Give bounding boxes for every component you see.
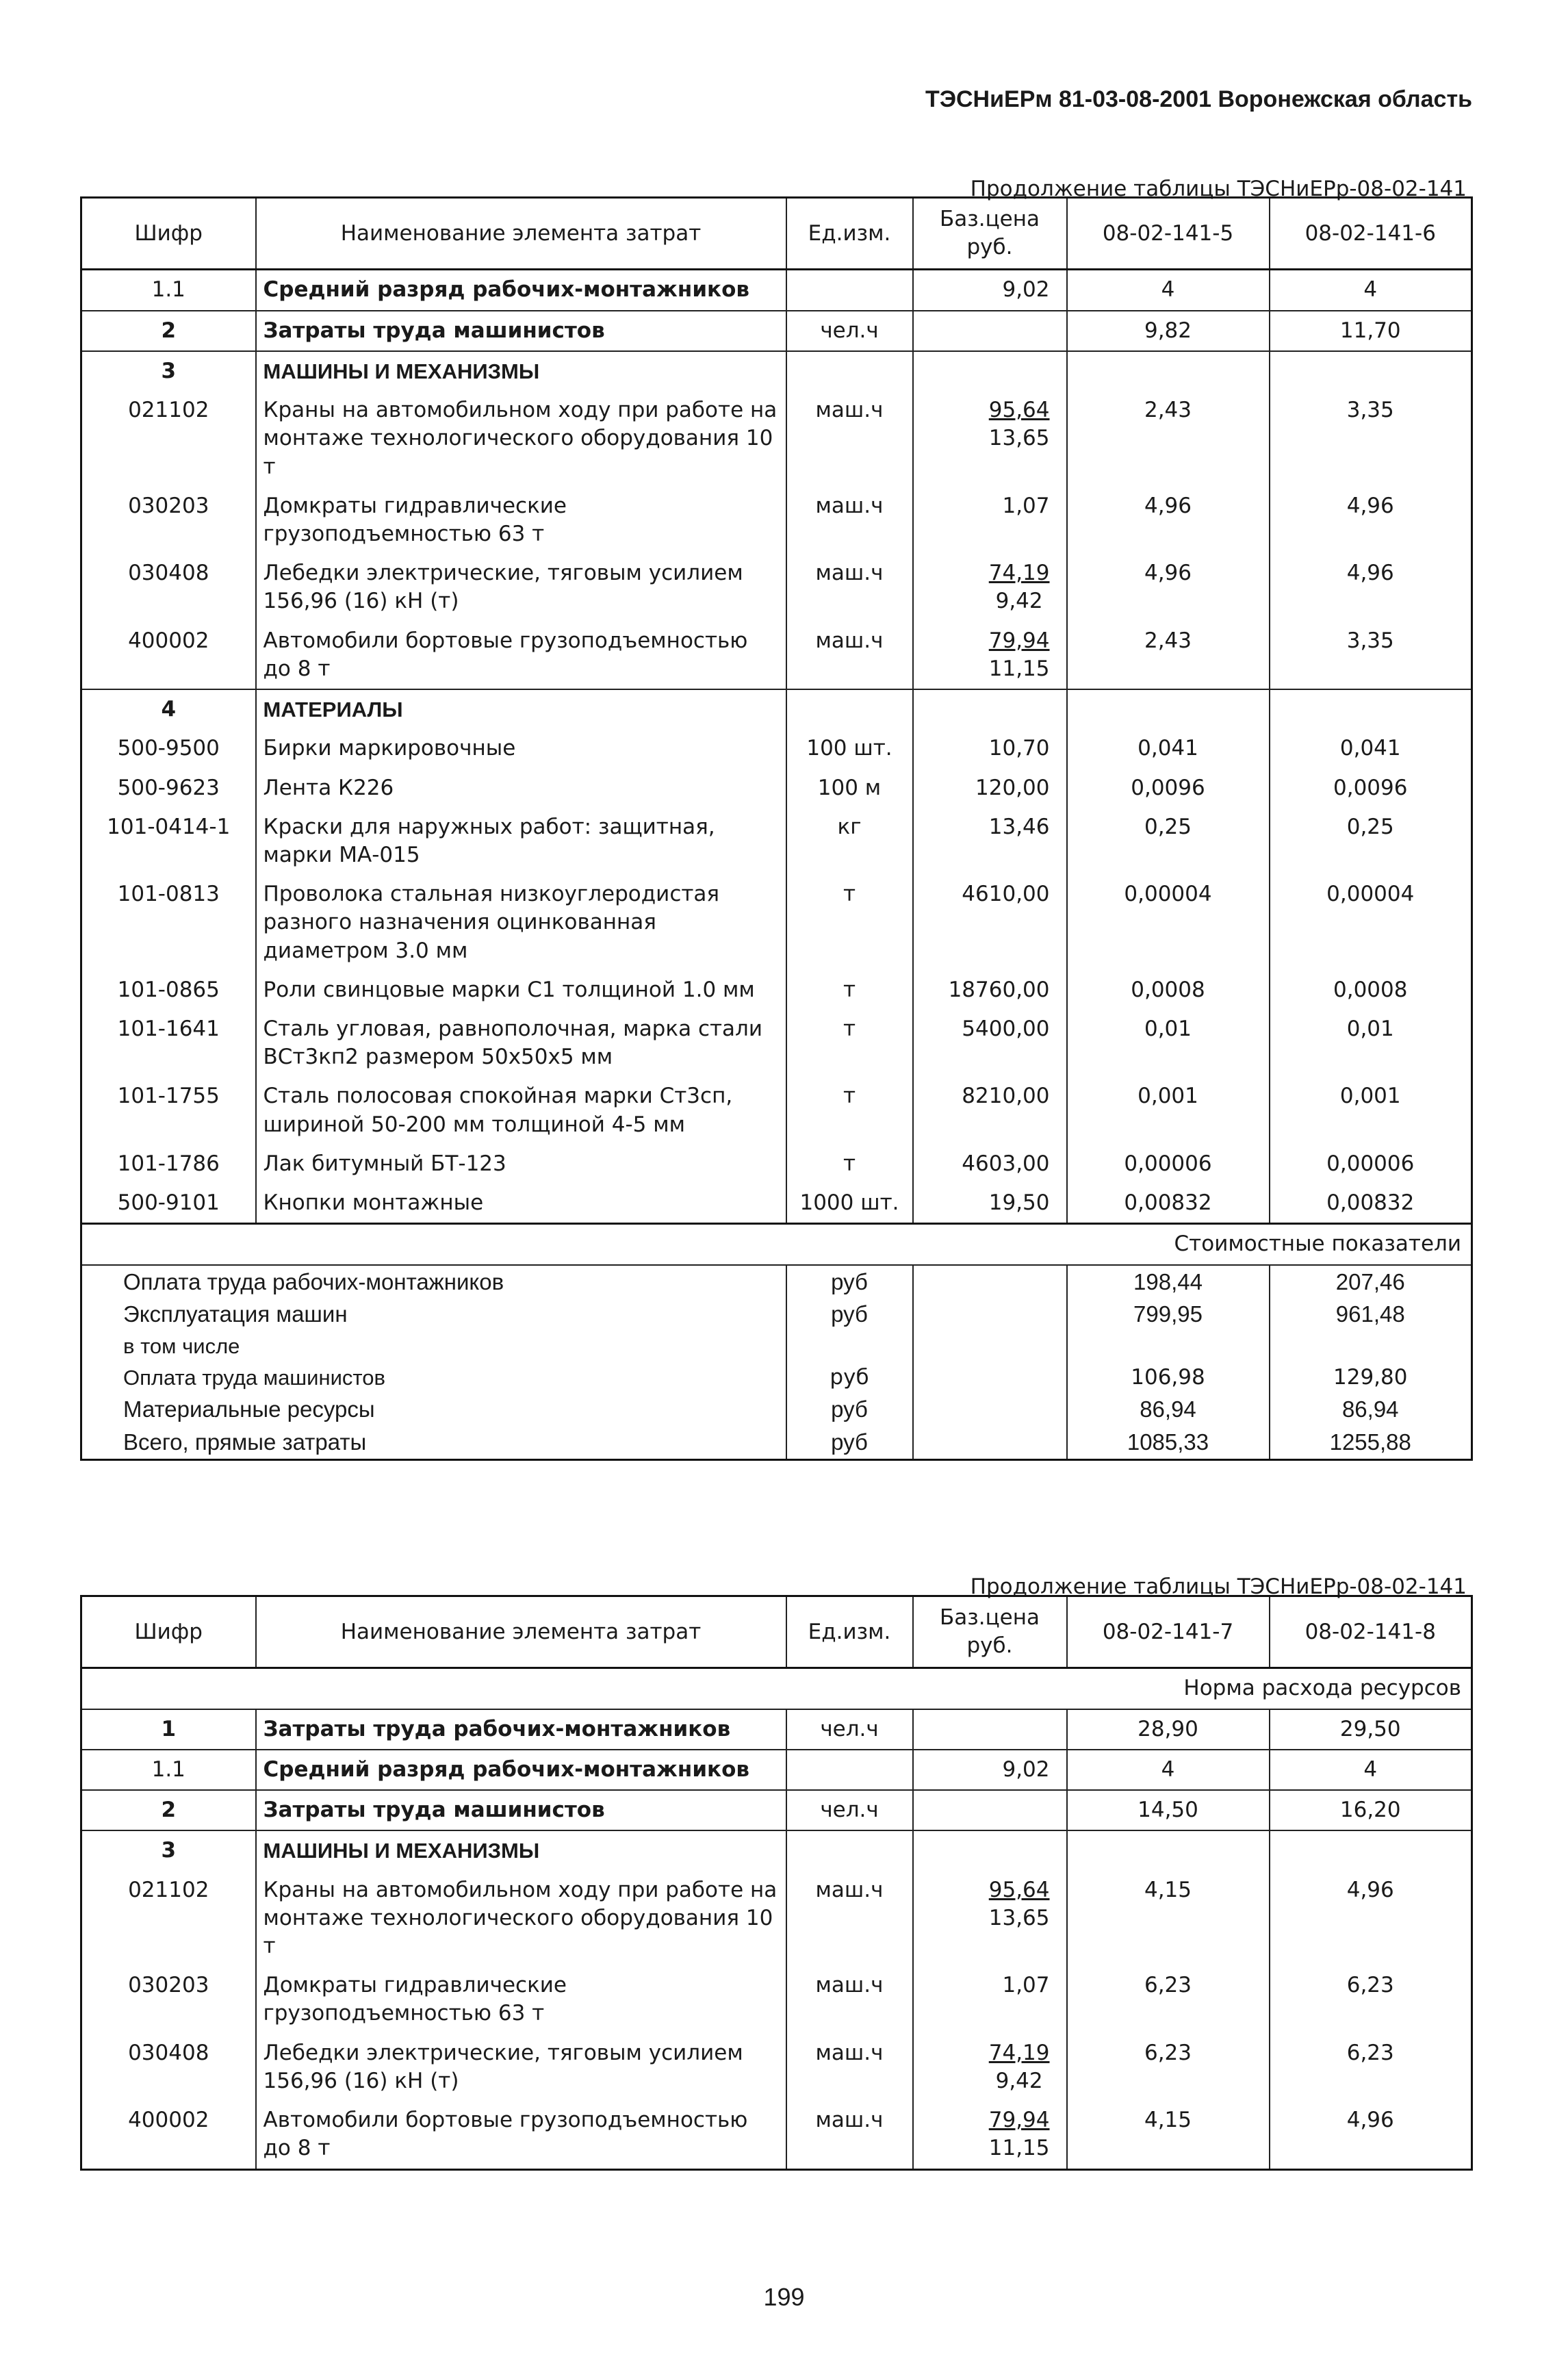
table-row xyxy=(81,689,1472,729)
cell-value-2: 6,23 xyxy=(1270,1966,1472,2033)
summary-price-empty xyxy=(913,1362,1067,1393)
cell-unit: 100 шт. xyxy=(786,729,913,768)
table-row xyxy=(81,487,1472,554)
summary-value-2: 86,94 xyxy=(1270,1393,1472,1426)
summary-unit: руб xyxy=(786,1265,913,1299)
cell-unit: маш.ч xyxy=(786,2034,913,2101)
cell-price xyxy=(913,808,1067,875)
price-wage: 9,42 xyxy=(995,589,1043,614)
cell-name: Домкраты гидравлические грузоподъемностью 63 т xyxy=(256,487,786,554)
cell-price xyxy=(913,729,1067,768)
summary-unit: руб xyxy=(786,1298,913,1331)
cell-unit: т xyxy=(786,1010,913,1077)
summary-price-empty xyxy=(913,1265,1067,1299)
price-value: 9,02 xyxy=(1002,1757,1050,1782)
cell-value-1: 0,25 xyxy=(1067,808,1270,875)
cell-unit: чел.ч xyxy=(786,1790,913,1830)
cell-price xyxy=(913,1966,1067,2033)
summary-row xyxy=(81,1362,1472,1393)
cell-unit: маш.ч xyxy=(786,1871,913,1967)
col-header-code: Шифр xyxy=(81,1596,256,1668)
cell-code: 101-0865 xyxy=(81,971,256,1010)
table-row xyxy=(81,391,1472,487)
cell-value-2: 0,00832 xyxy=(1270,1184,1472,1224)
price-value: 5400,00 xyxy=(962,1017,1050,1042)
col-header-unit: Ед.изм. xyxy=(786,1596,913,1668)
cell-unit: маш.ч xyxy=(786,391,913,487)
price-value: 13,46 xyxy=(988,814,1050,839)
cell-unit: маш.ч xyxy=(786,487,913,554)
summary-row xyxy=(81,1298,1472,1331)
price-value: 19,50 xyxy=(988,1190,1050,1216)
cell-value-1: 6,23 xyxy=(1067,1966,1270,2033)
cell-price xyxy=(913,769,1067,808)
cell-name: МАШИНЫ И МЕХАНИЗМЫ xyxy=(256,351,786,391)
cell-unit: 100 м xyxy=(786,769,913,808)
price-value: 18760,00 xyxy=(948,977,1050,1002)
cell-price xyxy=(913,391,1067,487)
cell-value-2 xyxy=(1270,689,1472,729)
cell-unit: маш.ч xyxy=(786,554,913,621)
table2-body xyxy=(81,1709,1472,2169)
cell-name: Бирки маркировочные xyxy=(256,729,786,768)
table-row xyxy=(81,769,1472,808)
cell-price xyxy=(913,2101,1067,2169)
table-row xyxy=(81,1709,1472,1750)
cell-value-1: 0,041 xyxy=(1067,729,1270,768)
table2-band-row xyxy=(81,1668,1472,1709)
cell-unit: 1000 шт. xyxy=(786,1184,913,1224)
summary-row xyxy=(81,1265,1472,1299)
price-value: 120,00 xyxy=(975,775,1050,800)
cell-code: 101-0813 xyxy=(81,875,256,971)
cell-name: Автомобили бортовые грузоподъемностью до 8 т xyxy=(256,622,786,689)
table-row xyxy=(81,875,1472,971)
cell-value-1: 6,23 xyxy=(1067,2034,1270,2101)
cell-name: МАШИНЫ И МЕХАНИЗМЫ xyxy=(256,1830,786,1870)
summary-value-1: 86,94 xyxy=(1067,1393,1270,1426)
cell-value-1: 0,01 xyxy=(1067,1010,1270,1077)
cell-name: Средний разряд рабочих-монтажников xyxy=(256,1750,786,1790)
cell-name: Затраты труда машинистов xyxy=(256,311,786,351)
price-value: 9,02 xyxy=(1002,277,1050,303)
cell-value-1: 4,96 xyxy=(1067,554,1270,621)
cell-unit xyxy=(786,689,913,729)
cell-price xyxy=(913,2034,1067,2101)
price-pair xyxy=(989,396,1050,452)
cell-value-2: 6,23 xyxy=(1270,2034,1472,2101)
cell-value-1: 0,00832 xyxy=(1067,1184,1270,1224)
cell-code: 101-1755 xyxy=(81,1077,256,1144)
table1-summary-body xyxy=(81,1265,1472,1459)
cell-value-2: 0,25 xyxy=(1270,808,1472,875)
price-value: 95,64 xyxy=(988,398,1050,423)
table-row xyxy=(81,311,1472,351)
band-label: Стоимостные показатели xyxy=(81,1224,1472,1265)
price-wage: 9,42 xyxy=(995,2068,1043,2093)
col-header-price: Баз.цена руб. xyxy=(913,1596,1067,1668)
summary-label: Оплата труда машинистов xyxy=(81,1362,786,1393)
cell-value-2: 0,01 xyxy=(1270,1010,1472,1077)
summary-value-2: 207,46 xyxy=(1270,1265,1472,1299)
col-header-v2: 08-02-141-8 xyxy=(1270,1596,1472,1668)
summary-value-2: 129,80 xyxy=(1270,1362,1472,1393)
cell-name: Средний разряд рабочих-монтажников xyxy=(256,270,786,311)
table-row xyxy=(81,351,1472,391)
cell-value-2: 0,041 xyxy=(1270,729,1472,768)
cell-name: Затраты труда рабочих-монтажников xyxy=(256,1709,786,1750)
cell-unit: маш.ч xyxy=(786,2101,913,2169)
cell-name: Краны на автомобильном ходу при работе на монтаже технологического оборудования 10 т xyxy=(256,1871,786,1967)
price-pair xyxy=(989,1876,1050,1932)
cell-value-2: 0,001 xyxy=(1270,1077,1472,1144)
price-value: 95,64 xyxy=(988,1877,1050,1902)
summary-price-empty xyxy=(913,1331,1067,1362)
table2-caption: Продолжение таблицы ТЭСНиЕРр-08-02-141 xyxy=(970,1574,1467,1599)
cell-value-2: 3,35 xyxy=(1270,622,1472,689)
cell-code: 1.1 xyxy=(81,1750,256,1790)
cell-price xyxy=(913,487,1067,554)
table-row xyxy=(81,270,1472,311)
table2-header-row xyxy=(81,1596,1472,1668)
cell-code: 3 xyxy=(81,351,256,391)
cell-value-2: 4,96 xyxy=(1270,487,1472,554)
price-pair xyxy=(989,559,1050,615)
cell-name: Кнопки монтажные xyxy=(256,1184,786,1224)
table-row xyxy=(81,1790,1472,1830)
summary-label: Материальные ресурсы xyxy=(81,1393,786,1426)
col-header-price: Баз.цена руб. xyxy=(913,198,1067,270)
cell-code: 400002 xyxy=(81,622,256,689)
cell-code: 4 xyxy=(81,689,256,729)
table1-band-row xyxy=(81,1224,1472,1265)
cell-name: Роли свинцовые марки С1 толщиной 1.0 мм xyxy=(256,971,786,1010)
cell-price xyxy=(913,875,1067,971)
cell-unit: кг xyxy=(786,808,913,875)
table1-summary xyxy=(81,1224,1472,1265)
cell-unit: т xyxy=(786,971,913,1010)
cell-value-1: 0,001 xyxy=(1067,1077,1270,1144)
cell-code: 3 xyxy=(81,1830,256,1870)
cell-value-2 xyxy=(1270,351,1472,391)
cell-value-1: 0,0008 xyxy=(1067,971,1270,1010)
cell-value-2: 0,00004 xyxy=(1270,875,1472,971)
cell-code: 500-9101 xyxy=(81,1184,256,1224)
cell-code: 101-0414-1 xyxy=(81,808,256,875)
summary-unit: руб xyxy=(786,1362,913,1393)
cell-code: 101-1786 xyxy=(81,1145,256,1184)
table-row xyxy=(81,1966,1472,2033)
price-value: 79,94 xyxy=(988,628,1050,653)
cell-value-1: 2,43 xyxy=(1067,391,1270,487)
summary-row xyxy=(81,1393,1472,1426)
cell-value-2: 4,96 xyxy=(1270,1871,1472,1967)
summary-value-2: 961,48 xyxy=(1270,1298,1472,1331)
cell-price xyxy=(913,351,1067,391)
cell-unit xyxy=(786,1750,913,1790)
summary-label: в том числе xyxy=(81,1331,786,1362)
table-row xyxy=(81,2034,1472,2101)
cell-name: МАТЕРИАЛЫ xyxy=(256,689,786,729)
document-header: ТЭСНиЕРм 81-03-08-2001 Воронежская область xyxy=(925,86,1472,112)
table-row xyxy=(81,1184,1472,1224)
cell-unit: т xyxy=(786,1145,913,1184)
summary-price-empty xyxy=(913,1393,1067,1426)
cell-value-2: 4,96 xyxy=(1270,554,1472,621)
col-header-name: Наименование элемента затрат xyxy=(256,198,786,270)
cell-value-2: 3,35 xyxy=(1270,391,1472,487)
price-value: 1,07 xyxy=(1002,1973,1050,1998)
price-pair xyxy=(989,2106,1050,2162)
cell-unit: маш.ч xyxy=(786,1966,913,2033)
summary-value-1: 198,44 xyxy=(1067,1265,1270,1299)
cell-price xyxy=(913,270,1067,311)
cell-name: Сталь полосовая спокойная марки Ст3сп, шириной 50-200 мм толщиной 4-5 мм xyxy=(256,1077,786,1144)
cell-code: 400002 xyxy=(81,2101,256,2169)
price-value: 8210,00 xyxy=(962,1084,1050,1109)
price-wage: 11,15 xyxy=(988,656,1050,681)
table-row xyxy=(81,1145,1472,1184)
col-header-v1: 08-02-141-5 xyxy=(1067,198,1270,270)
summary-unit xyxy=(786,1331,913,1362)
cell-code: 1.1 xyxy=(81,270,256,311)
cell-unit: чел.ч xyxy=(786,1709,913,1750)
col-header-code: Шифр xyxy=(81,198,256,270)
price-pair xyxy=(989,627,1050,683)
summary-label: Эксплуатация машин xyxy=(81,1298,786,1331)
table-row xyxy=(81,1830,1472,1870)
summary-unit: руб xyxy=(786,1426,913,1459)
cell-price xyxy=(913,554,1067,621)
cell-unit xyxy=(786,1830,913,1870)
cell-unit: т xyxy=(786,1077,913,1144)
cell-name: Краски для наружных работ: защитная, марки МА-015 xyxy=(256,808,786,875)
col-header-v2: 08-02-141-6 xyxy=(1270,198,1472,270)
cell-value-1: 0,00004 xyxy=(1067,875,1270,971)
col-header-unit: Ед.изм. xyxy=(786,198,913,270)
page-number: 199 xyxy=(763,2283,805,2311)
cell-value-2: 4 xyxy=(1270,1750,1472,1790)
cell-price xyxy=(913,1871,1067,1967)
summary-value-2: 1255,88 xyxy=(1270,1426,1472,1459)
cell-code: 2 xyxy=(81,311,256,351)
table1-caption: Продолжение таблицы ТЭСНиЕРр-08-02-141 xyxy=(970,177,1467,201)
cell-value-2: 4 xyxy=(1270,270,1472,311)
cell-value-1 xyxy=(1067,351,1270,391)
cell-code: 500-9500 xyxy=(81,729,256,768)
cell-value-1: 4,15 xyxy=(1067,2101,1270,2169)
table-row xyxy=(81,971,1472,1010)
cell-value-2: 0,0008 xyxy=(1270,971,1472,1010)
cell-code: 500-9623 xyxy=(81,769,256,808)
cell-value-1: 9,82 xyxy=(1067,311,1270,351)
price-value: 4603,00 xyxy=(962,1151,1050,1176)
cell-code: 030408 xyxy=(81,554,256,621)
cell-value-1: 4,15 xyxy=(1067,1871,1270,1967)
cell-value-2: 0,0096 xyxy=(1270,769,1472,808)
price-value: 74,19 xyxy=(988,2040,1050,2065)
cell-code: 030408 xyxy=(81,2034,256,2101)
cell-value-1: 0,00006 xyxy=(1067,1145,1270,1184)
summary-row xyxy=(81,1331,1472,1362)
cell-value-1: 4 xyxy=(1067,270,1270,311)
cell-value-2: 4,96 xyxy=(1270,2101,1472,2169)
cell-price xyxy=(913,311,1067,351)
summary-unit: руб xyxy=(786,1393,913,1426)
price-wage: 13,65 xyxy=(988,426,1050,451)
cell-value-2: 16,20 xyxy=(1270,1790,1472,1830)
cell-name: Лак битумный БТ-123 xyxy=(256,1145,786,1184)
cell-price xyxy=(913,1790,1067,1830)
price-value: 4610,00 xyxy=(962,882,1050,907)
table-row xyxy=(81,1010,1472,1077)
price-value: 10,70 xyxy=(988,736,1050,761)
price-value: 74,19 xyxy=(988,561,1050,586)
cell-value-1: 14,50 xyxy=(1067,1790,1270,1830)
price-value: 79,94 xyxy=(988,2108,1050,2133)
cell-unit xyxy=(786,270,913,311)
summary-value-1: 106,98 xyxy=(1067,1362,1270,1393)
table2 xyxy=(80,1595,1473,2171)
table-row xyxy=(81,1871,1472,1967)
cell-price xyxy=(913,1145,1067,1184)
cell-price xyxy=(913,1184,1067,1224)
cell-code: 2 xyxy=(81,1790,256,1830)
cell-unit: чел.ч xyxy=(786,311,913,351)
price-wage: 13,65 xyxy=(988,1905,1050,1930)
cell-price xyxy=(913,971,1067,1010)
cell-value-1: 28,90 xyxy=(1067,1709,1270,1750)
table-row xyxy=(81,729,1472,768)
cell-price xyxy=(913,1750,1067,1790)
table1 xyxy=(80,196,1473,1461)
summary-value-2 xyxy=(1270,1331,1472,1362)
cell-price xyxy=(913,689,1067,729)
cell-price xyxy=(913,1709,1067,1750)
cell-value-2 xyxy=(1270,1830,1472,1870)
col-header-name: Наименование элемента затрат xyxy=(256,1596,786,1668)
cell-value-1 xyxy=(1067,689,1270,729)
price-value: 1,07 xyxy=(1002,493,1050,518)
cell-price xyxy=(913,1077,1067,1144)
price-pair xyxy=(989,2039,1050,2095)
cell-name: Лебедки электрические, тяговым усилием 156,96 (16) кН (т) xyxy=(256,554,786,621)
table-row xyxy=(81,1750,1472,1790)
cell-value-2: 11,70 xyxy=(1270,311,1472,351)
cell-value-1: 4 xyxy=(1067,1750,1270,1790)
cell-name: Лебедки электрические, тяговым усилием 156,96 (16) кН (т) xyxy=(256,2034,786,2101)
table1-header-row xyxy=(81,198,1472,270)
table2-band xyxy=(81,1668,1472,1709)
summary-price-empty xyxy=(913,1298,1067,1331)
cell-price xyxy=(913,622,1067,689)
cell-value-2: 29,50 xyxy=(1270,1709,1472,1750)
cell-price xyxy=(913,1830,1067,1870)
cell-name: Сталь угловая, равнополочная, марка стали ВСт3кп2 размером 50х50х5 мм xyxy=(256,1010,786,1077)
cell-code: 021102 xyxy=(81,391,256,487)
cell-code: 101-1641 xyxy=(81,1010,256,1077)
table1-body xyxy=(81,270,1472,1224)
cell-unit: т xyxy=(786,875,913,971)
cell-price xyxy=(913,1010,1067,1077)
table-row xyxy=(81,554,1472,621)
price-wage: 11,15 xyxy=(988,2136,1050,2161)
cell-value-1: 2,43 xyxy=(1067,622,1270,689)
cell-code: 030203 xyxy=(81,1966,256,2033)
cell-value-1 xyxy=(1067,1830,1270,1870)
cell-code: 030203 xyxy=(81,487,256,554)
table-row xyxy=(81,622,1472,689)
cell-name: Домкраты гидравлические грузоподъемностью 63 т xyxy=(256,1966,786,2033)
summary-value-1: 799,95 xyxy=(1067,1298,1270,1331)
cell-code: 1 xyxy=(81,1709,256,1750)
summary-label: Оплата труда рабочих-монтажников xyxy=(81,1265,786,1299)
summary-value-1: 1085,33 xyxy=(1067,1426,1270,1459)
cell-name: Затраты труда машинистов xyxy=(256,1790,786,1830)
table-row xyxy=(81,808,1472,875)
summary-label: Всего, прямые затраты xyxy=(81,1426,786,1459)
table-row xyxy=(81,2101,1472,2169)
cell-name: Лента К226 xyxy=(256,769,786,808)
cell-value-1: 4,96 xyxy=(1067,487,1270,554)
cell-name: Краны на автомобильном ходу при работе на монтаже технологического оборудования 10 т xyxy=(256,391,786,487)
table-row xyxy=(81,1077,1472,1144)
cell-name: Автомобили бортовые грузоподъемностью до 8 т xyxy=(256,2101,786,2169)
cell-value-2: 0,00006 xyxy=(1270,1145,1472,1184)
summary-value-1 xyxy=(1067,1331,1270,1362)
col-header-v1: 08-02-141-7 xyxy=(1067,1596,1270,1668)
cell-code: 021102 xyxy=(81,1871,256,1967)
band-label: Норма расхода ресурсов xyxy=(81,1668,1472,1709)
cell-unit xyxy=(786,351,913,391)
cell-value-1: 0,0096 xyxy=(1067,769,1270,808)
summary-price-empty xyxy=(913,1426,1067,1459)
cell-name: Проволока стальная низкоуглеродистая разного назначения оцинкованная диаметром 3.0 мм xyxy=(256,875,786,971)
cell-unit: маш.ч xyxy=(786,622,913,689)
summary-row xyxy=(81,1426,1472,1459)
